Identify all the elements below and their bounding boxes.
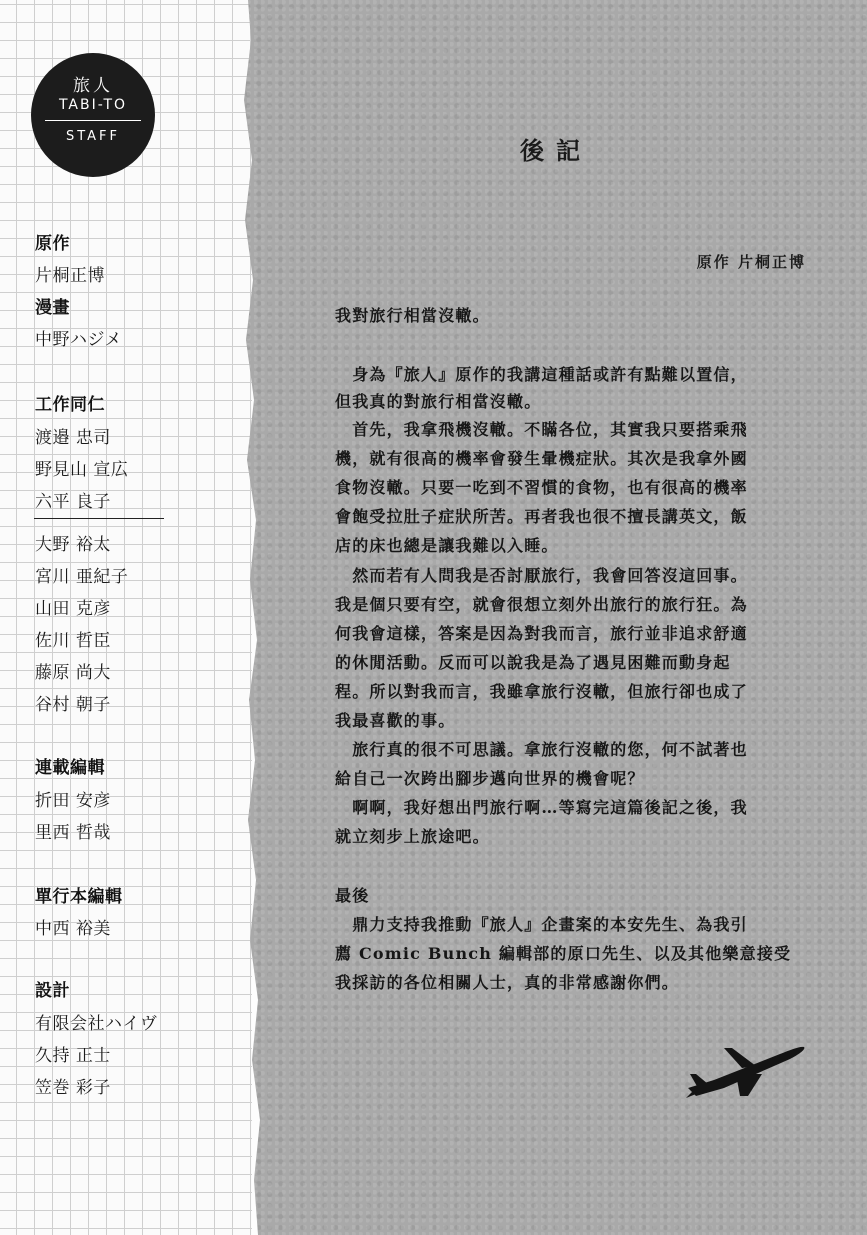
- credit-name: 野見山 宣広: [35, 460, 129, 480]
- credit-name: 六平 良子: [35, 492, 111, 512]
- text-line: 程。所以對我而言，我雖拿旅行沒轍，但旅行卻也成了: [335, 682, 748, 701]
- text-line: 首先，我拿飛機沒轍。不瞞各位，其實我只要搭乘飛: [335, 420, 748, 439]
- text-line: 旅行真的很不可思議。拿旅行沒轍的您，何不試著也: [335, 740, 748, 759]
- text-line: 店的床也總是讓我難以入睡。: [335, 536, 559, 555]
- credit-heading: 單行本編輯: [35, 887, 123, 907]
- text-line: 鼎力支持我推動『旅人』企畫案的本安先生、為我引: [335, 915, 748, 934]
- staff-badge: [31, 53, 155, 177]
- credit-heading: 連載編輯: [35, 758, 105, 778]
- text-line: 食物沒轍。只要一吃到不習慣的食物，也有很高的機率: [335, 478, 748, 497]
- text-line: 啊啊，我好想出門旅行啊…等寫完這篇後記之後，我: [335, 798, 748, 817]
- credit-name: 片桐正博: [35, 266, 105, 286]
- credit-name: 中西 裕美: [35, 919, 111, 939]
- airplane-icon: [684, 1038, 808, 1100]
- text-line: 會飽受拉肚子症狀所苦。再者我也很不擅長講英文，飯: [335, 507, 748, 526]
- text-line: 我對旅行相當沒轍。: [335, 306, 490, 325]
- text-line: 何我會這樣，答案是因為對我而言，旅行並非追求舒適: [335, 624, 748, 643]
- text-line: 最後: [335, 886, 370, 905]
- text-line: 我最喜歡的事。: [335, 711, 456, 730]
- credit-name: 中野ハジメ: [35, 330, 122, 350]
- credit-heading: 工作同仁: [35, 395, 105, 415]
- badge-title: 旅人: [73, 76, 113, 96]
- text-line: 然而若有人問我是否討厭旅行，我會回答沒這回事。: [335, 566, 748, 585]
- credit-name: 久持 正士: [35, 1046, 111, 1066]
- credit-heading: 設計: [35, 981, 70, 1001]
- text-line: 身為『旅人』原作的我講這種話或許有點難以置信，: [335, 365, 748, 384]
- afterword-title: 後記: [520, 136, 592, 165]
- credit-name: 山田 克彦: [35, 599, 111, 619]
- credit-name: 笠巻 彩子: [35, 1078, 111, 1098]
- text-line: 我是個只要有空，就會很想立刻外出旅行的旅行狂。為: [335, 595, 748, 614]
- badge-subtitle: TABI-TO: [58, 97, 128, 113]
- credit-name: 里西 哲哉: [35, 823, 111, 843]
- text-line: 我採訪的各位相關人士，真的非常感謝你們。: [335, 973, 680, 992]
- credit-name: 佐川 哲臣: [35, 631, 111, 651]
- text-line: 的休閒活動。反而可以說我是為了遇見困難而動身起: [335, 653, 731, 672]
- credit-name: 折田 安彦: [35, 791, 111, 811]
- text-line: 給自己一次跨出腳步邁向世界的機會呢？: [335, 769, 645, 788]
- credit-heading: 原作: [35, 234, 70, 254]
- text-line: 但我真的對旅行相當沒轍。: [335, 392, 542, 411]
- text-line: 就立刻步上旅途吧。: [335, 827, 490, 846]
- credit-name: 大野 裕太: [35, 535, 111, 555]
- badge-divider: [45, 120, 141, 121]
- credit-name: 有限会社ハイヴ: [35, 1014, 158, 1034]
- badge-staff-label: STAFF: [65, 129, 121, 144]
- credit-name: 藤原 尚大: [35, 663, 111, 683]
- credit-name: 宮川 亜紀子: [35, 567, 129, 587]
- text-line: 機，就有很高的機率會發生暈機症狀。其次是我拿外國: [335, 449, 748, 468]
- text-line: 薦 Comic Bunch 編輯部的原口先生、以及其他樂意接受: [335, 944, 792, 963]
- credit-name: 渡邉 忠司: [35, 428, 111, 448]
- afterword-author: 原作 片桐正博: [696, 253, 806, 271]
- credit-heading: 漫畫: [35, 298, 70, 318]
- credit-divider: [34, 518, 164, 519]
- credit-name: 谷村 朝子: [35, 695, 111, 715]
